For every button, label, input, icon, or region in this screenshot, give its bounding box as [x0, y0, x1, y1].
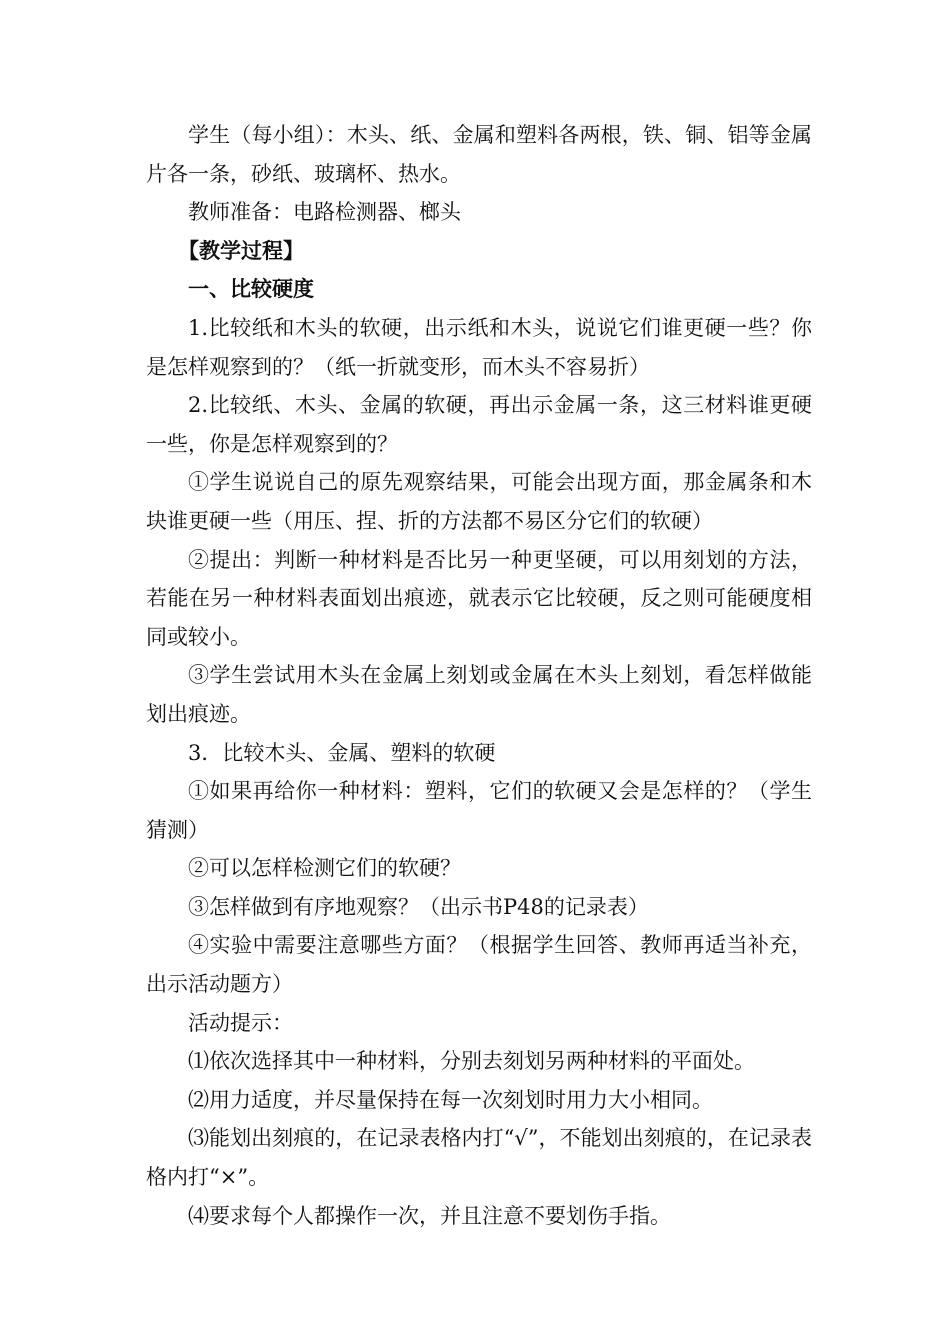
step-3-item-1-paragraph: ①如果再给你一种材料：塑料，它们的软硬又会是怎样的？（学生猜测） [146, 779, 812, 842]
step-1-paragraph: 1.比较纸和木头的软硬，出示纸和木头，说说它们谁更硬一些？你是怎样观察到的？（纸一折就变形，而木头不容易折） [146, 315, 812, 379]
step-2-item-3-paragraph: ③学生尝试用木头在金属上刻划或金属在木头上刻划，看怎样做能划出痕迹。 [146, 663, 812, 726]
step-2-item-1-paragraph: ①学生说说自己的原先观察结果，可能会出现方面，那金属条和木块谁更硬一些（用压、捏、折的方法都不易区分它们的软硬） [146, 470, 812, 533]
activity-tip-2: ⑵用力适度，并尽量保持在每一次刻划时用力大小相同。 [188, 1087, 713, 1112]
materials-teacher-paragraph: 教师准备：电路检测器、榔头 [188, 200, 461, 225]
step-3-item-3-paragraph: ③怎样做到有序地观察？（出示书P48的记录表） [188, 894, 649, 919]
activity-tip-3: ⑶能划出刻痕的，在记录表格内打“√”，不能划出刻痕的，在记录表格内打“×”。 [146, 1126, 812, 1190]
step-3-paragraph: 3．比较木头、金属、塑料的软硬 [188, 740, 496, 765]
teaching-process-heading: 【教学过程】 [178, 238, 304, 263]
step-3-item-2-paragraph: ②可以怎样检测它们的软硬？ [188, 856, 461, 881]
activity-tip-4: ⑷要求每个人都操作一次，并且注意不要划伤手指。 [188, 1203, 671, 1228]
step-3-item-4-paragraph: ④实验中需要注意哪些方面？（根据学生回答、教师再适当补充，出示活动题方） [146, 933, 812, 997]
materials-students-paragraph: 学生（每小组）：木头、纸、金属和塑料各两根，铁、铜、铝等金属片各一条，砂纸、玻璃杯、热水。 [146, 123, 812, 186]
activity-tips-label: 活动提示： [188, 1010, 293, 1035]
section-compare-hardness-heading: 一、比较硬度 [188, 277, 314, 302]
activity-tip-1: ⑴依次选择其中一种材料，分别去刻划另两种材料的平面处。 [188, 1049, 755, 1074]
document-body [146, 116, 812, 1235]
step-2-paragraph: 2.比较纸、木头、金属的软硬，再出示金属一条，这三材料谁更硬一些，你是怎样观察到的？ [146, 393, 812, 456]
step-2-item-2-paragraph: ②提出：判断一种材料是否比另一种更坚硬，可以用刻划的方法，若能在另一种材料表面划出痕迹，就表示它比较硬，反之则可能硬度相同或较小。 [146, 547, 812, 649]
